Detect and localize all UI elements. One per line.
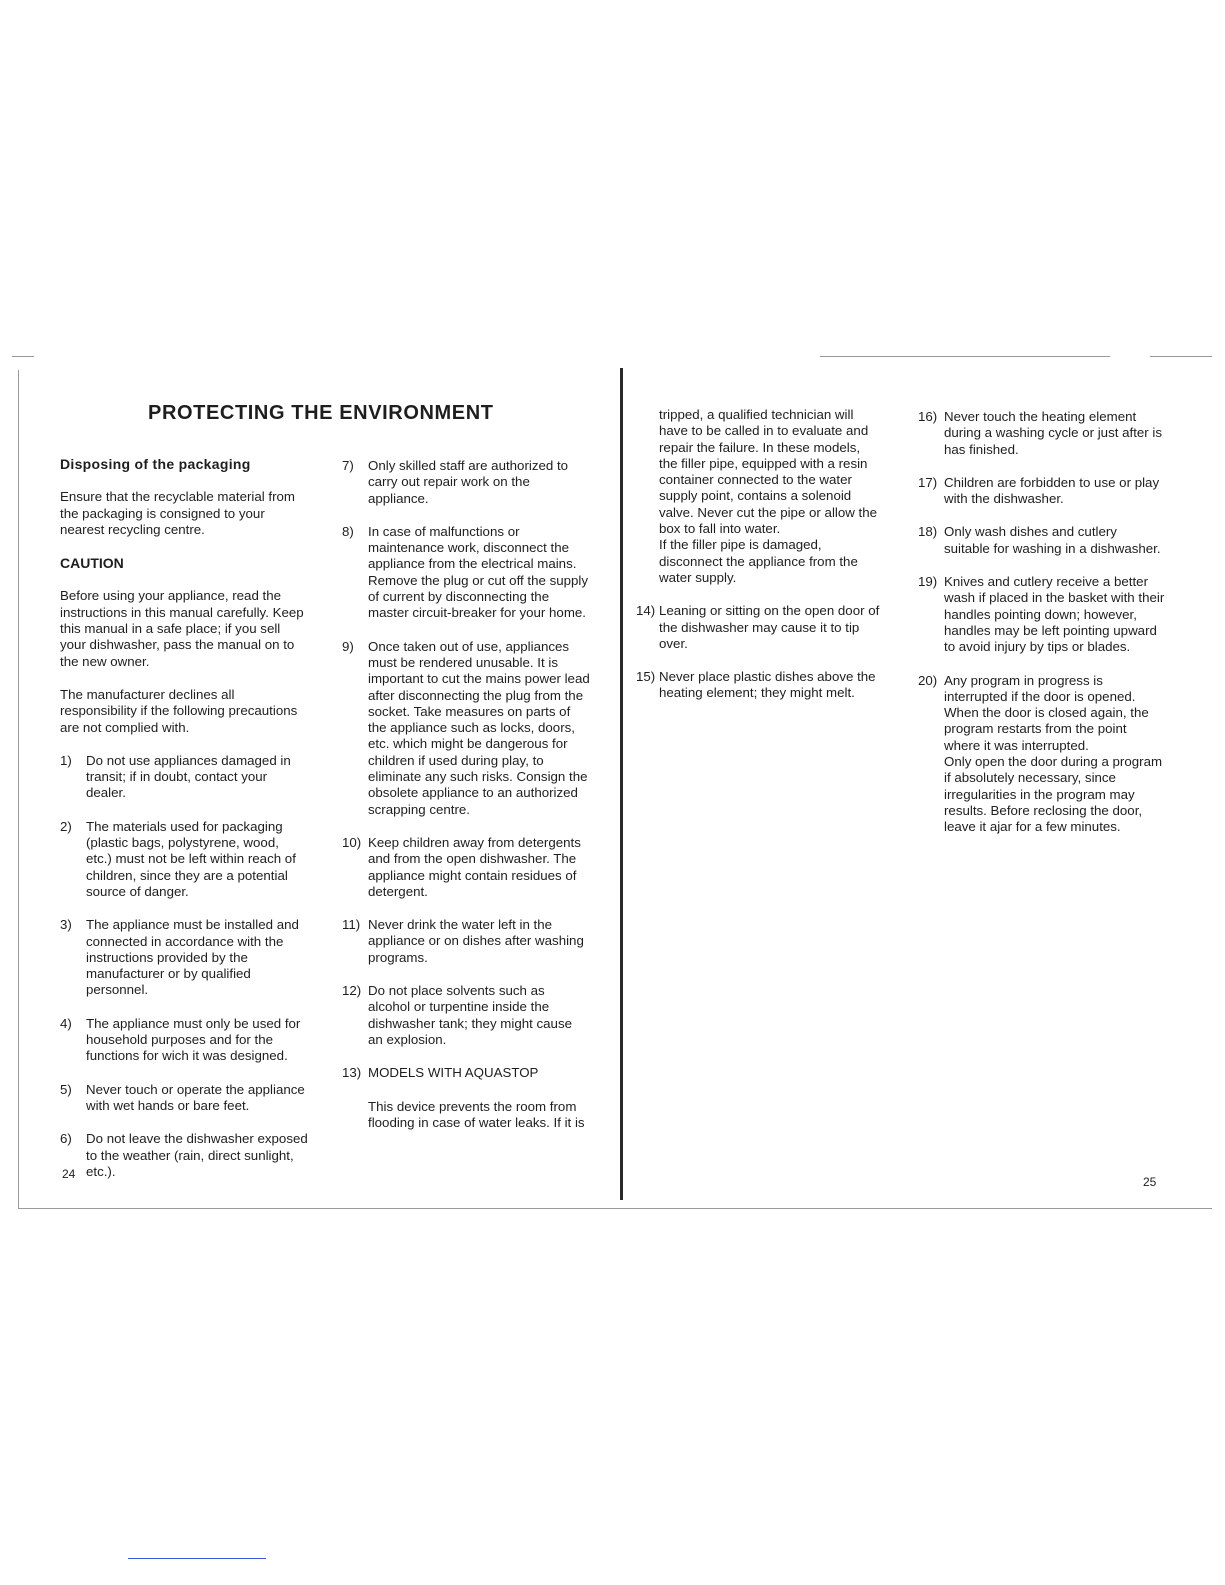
list-item	[342, 983, 590, 1048]
caution-heading: CAUTION	[60, 555, 124, 572]
list-item	[342, 1065, 590, 1081]
list-item	[636, 669, 880, 702]
item-text: Once taken out of use, appliances must be rendered unusable. It is important to cut the mains power lead after disconnecting the plug from the socket. Take measures on parts of the appliance such as locks, doors, etc. which might be dangerous for children if used during play, to eliminate any such risks. Consign the obsolete appliance to an authorized scrapping centre.	[368, 638, 590, 817]
caution-text: Before using your appliance, read the instructions in this manual carefully. Keep this manual in a safe place; if you sell your dishwasher, pass the manual on to the new owner.	[60, 588, 304, 669]
item-text: Only open the door during a program if absolutely necessary, since irregularities in the program may results. Before reclosing the door, leave it ajar for a few minutes.	[944, 754, 1163, 835]
item-number: 9)	[342, 638, 354, 654]
list-item	[60, 1131, 308, 1180]
caution-text: The manufacturer declines all responsibility if the following precautions are not complied with.	[60, 686, 298, 735]
bottom-border-line	[18, 1208, 1212, 1209]
item-text: Never touch or operate the appliance with wet hands or bare feet.	[86, 1081, 305, 1113]
item-number: 8)	[342, 523, 354, 539]
left-border-line	[18, 370, 19, 1208]
list-item	[342, 917, 590, 966]
item-number: 15)	[636, 669, 656, 685]
item-number: 13)	[342, 1065, 362, 1081]
item-text: Do not place solvents such as alcohol or turpentine inside the dishwasher tank; they might cause an explosion.	[368, 983, 572, 1047]
list-item	[342, 524, 590, 622]
packaging-text: Ensure that the recyclable material from the packaging is consigned to your nearest recycling centre.	[60, 489, 296, 537]
item-number: 4)	[60, 1015, 72, 1031]
page-number-left: 24	[62, 1167, 76, 1181]
item-text: Do not leave the dishwasher exposed to the weather (rain, direct sunlight, etc.).	[86, 1131, 308, 1179]
item-number: 6)	[60, 1131, 72, 1147]
item-text: The appliance must be installed and connected in accordance with the instructions provided by the manufacturer or by qualified personnel.	[86, 917, 299, 998]
item-number: 7)	[342, 458, 354, 473]
item-text: In case of malfunctions or maintenance work, disconnect the appliance from the electrical mains. Remove the plug or cut off the supply of current by disconnecting the master circuit-breaker for your home.	[368, 523, 589, 621]
item-number: 1)	[60, 752, 72, 768]
item-number: 2)	[60, 818, 72, 834]
item-text: Only wash dishes and cutlery suitable for washing in a dishwasher.	[944, 524, 1161, 556]
aquastop-text: This device prevents the room from flooding in case of water leaks. If it is	[368, 1098, 585, 1130]
list-item	[918, 574, 1166, 655]
list-item	[636, 603, 880, 652]
top-border-line	[12, 356, 34, 357]
list-item	[60, 917, 308, 998]
page-title: PROTECTING THE ENVIRONMENT	[148, 402, 494, 424]
right-column-b	[918, 409, 1166, 853]
list-item	[60, 1082, 308, 1115]
list-item	[60, 753, 308, 802]
item-text: Never place plastic dishes above the heating element; they might melt.	[659, 669, 876, 701]
item-text: Never touch the heating element during a washing cycle or just after is has finished.	[944, 409, 1163, 457]
list-item	[342, 639, 590, 818]
item-number: 11)	[342, 917, 361, 933]
page-spine	[620, 368, 623, 1200]
left-column	[60, 456, 308, 1197]
middle-column	[342, 458, 590, 1148]
scan-artifact-line	[128, 1558, 266, 1559]
item-text: Only skilled staff are authorized to carry out repair work on the appliance.	[368, 458, 569, 506]
item-number: 3)	[60, 917, 72, 933]
item-number: 16)	[918, 409, 938, 424]
item-number: 20)	[918, 672, 938, 688]
item-number: 12)	[342, 983, 362, 999]
packaging-heading: Disposing of the packaging	[60, 456, 251, 472]
list-item	[918, 524, 1166, 557]
item-text: Any program in progress is interrupted if the door is opened. When the door is closed again, the program restarts from the point where it was interrupted.	[944, 672, 1149, 753]
page-number-right: 25	[1143, 1175, 1157, 1189]
aquastop-heading: MODELS WITH AQUASTOP	[368, 1065, 539, 1081]
item-text: The appliance must only be used for household purposes and for the functions for wich it was designed.	[86, 1015, 301, 1064]
list-item	[342, 458, 590, 507]
continuation-text: tripped, a qualified technician will have to be called in to evaluate and repair the failure. In these models, the filler pipe, equipped with a resin container connected to the water supply point, contains a solenoid valve. Never cut the pipe or allow the box to fall into water.	[659, 407, 878, 537]
list-item	[918, 475, 1166, 508]
list-item	[918, 409, 1166, 458]
top-border-line	[820, 356, 1110, 357]
item-text: Do not use appliances damaged in transit; if in doubt, contact your dealer.	[86, 752, 291, 801]
item-number: 18)	[918, 524, 938, 540]
item-number: 17)	[918, 474, 938, 490]
list-item	[60, 1016, 308, 1065]
item-number: 10)	[342, 834, 362, 850]
item-text: Leaning or sitting on the open door of the dishwasher may cause it to tip over.	[659, 603, 880, 651]
item-number: 5)	[60, 1081, 72, 1097]
item-text: Keep children away from detergents and from the open dishwasher. The appliance might contain residues of detergent.	[368, 834, 581, 899]
item-number: 19)	[918, 574, 938, 590]
continuation-text: If the filler pipe is damaged, disconnect the appliance from the water supply.	[659, 537, 858, 585]
item-text: Children are forbidden to use or play with the dishwasher.	[944, 474, 1160, 507]
item-number: 14)	[636, 603, 656, 619]
top-border-line	[1150, 356, 1212, 357]
list-item	[918, 673, 1166, 754]
item-text: Knives and cutlery receive a better wash if placed in the basket with their handles pointing down; however, handles may be left pointing upward to avoid injury by tips or blades.	[944, 574, 1165, 655]
list-item	[60, 819, 308, 900]
item-text: Never drink the water left in the appliance or on dishes after washing programs.	[368, 917, 584, 965]
item-text: The materials used for packaging (plastic bags, polystyrene, wood, etc.) must not be left within reach of children, since they are a potential source of danger.	[86, 818, 296, 899]
right-column-a	[636, 407, 880, 719]
list-item	[342, 835, 590, 900]
